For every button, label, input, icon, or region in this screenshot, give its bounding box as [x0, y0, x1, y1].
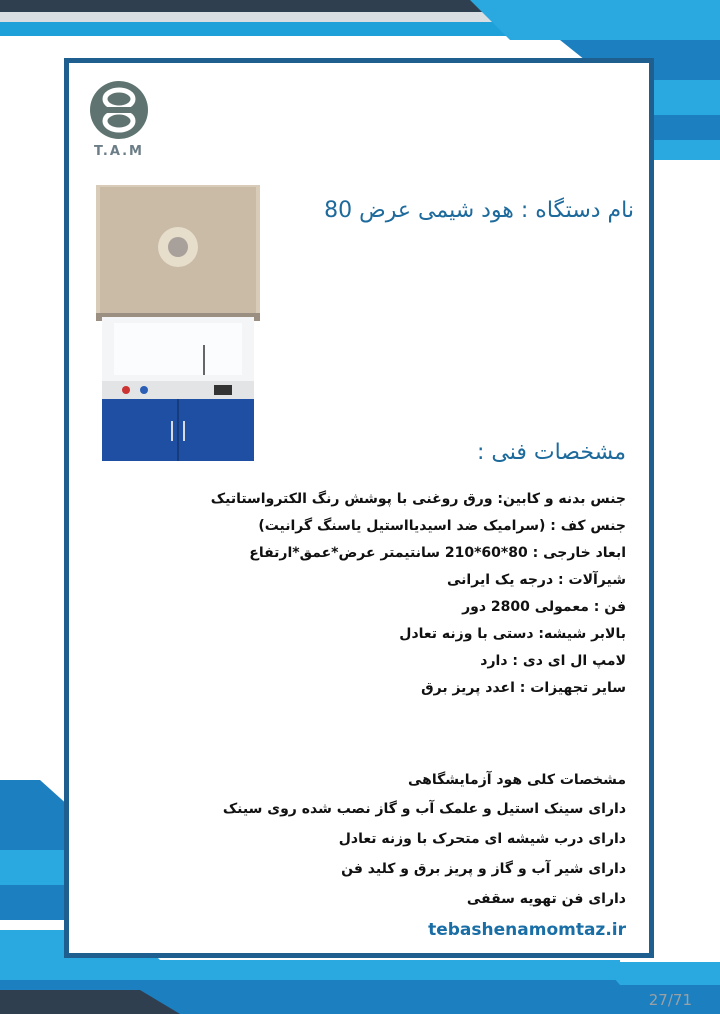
spec-other-equipment: سایر تجهیزات : اعدد پریز برق [421, 680, 626, 696]
fume-hood-image [96, 185, 260, 465]
tam-logo [86, 80, 152, 159]
spec-floor-material: جنس کف : (سرامیک ضد اسیدیااستیل یاسنگ گرانیت) [258, 518, 626, 534]
website-link[interactable]: tebashenamomtaz.ir [428, 920, 626, 940]
general-feature-item: دارای شیر آب و گاز و پریز برق و کلید فن [341, 861, 626, 877]
spec-dimensions: ابعاد خارجی : 80*60*210 سانتیمتر عرض*عمق*ارتفاع [249, 545, 626, 561]
spec-body-material: جنس بدنه و کابین: ورق روغنی با پوشش رنگ الکترواستاتیک [210, 491, 626, 507]
general-feature-item: دارای سینک استیل و علمک آب و گاز نصب شده روی سینک [222, 801, 626, 817]
spec-led-lamp: لامپ ال ای دی : دارد [480, 653, 626, 669]
general-features-list [176, 794, 626, 914]
general-features-title: مشخصات کلی هود آزمایشگاهی [408, 772, 626, 788]
spec-sash-lift: بالابر شیشه: دستی با وزنه تعادل [399, 626, 626, 642]
tam-logo-icon [89, 80, 149, 140]
specs-heading: مشخصات فنی : [477, 440, 626, 465]
general-features [176, 766, 626, 914]
logo-text: T.A.M [93, 144, 144, 159]
device-title: نام دستگاه : هود شیمی عرض 80 [324, 198, 634, 223]
general-feature-item: دارای درب شیشه ای متحرک با وزنه تعادل [338, 831, 626, 847]
specs-list [176, 486, 626, 702]
page-counter: 27/71 [648, 991, 692, 1009]
spec-valves: شیرآلات : درجه یک ایرانی [447, 572, 626, 588]
spec-fan: فن : معمولی 2800 دور [462, 599, 626, 615]
general-feature-item: دارای فن تهویه سقفی [466, 891, 626, 907]
